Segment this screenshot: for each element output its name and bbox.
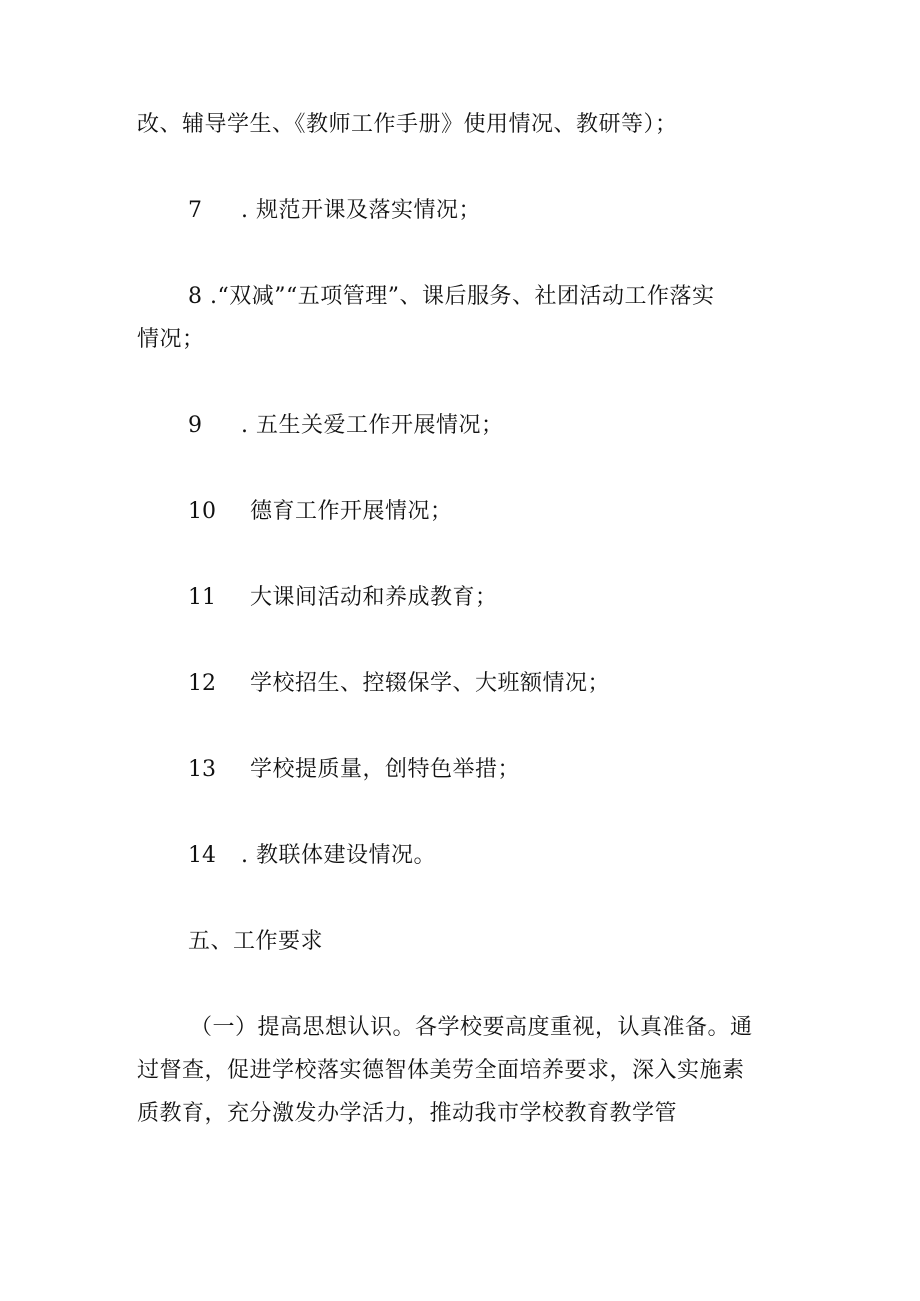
list-number: 14 [188,843,216,868]
list-item-text: 大课间活动和养成教育； [250,585,498,610]
list-number: 11 [188,585,216,610]
text-line: 质教育，充分激发办学活力，推动我市学校教育教学管 [137,1101,678,1126]
list-item-text: 学校提质量，创特色举措； [250,757,521,782]
section-heading: 五、工作要求 [188,929,324,954]
list-number: 7 [188,198,202,223]
text-line: 情况； [137,327,205,352]
list-number: 10 [188,499,216,524]
list-number: 12 [188,671,216,696]
text-line: 过督查，促进学校落实德智体美劳全面培养要求，深入实施素 [137,1058,745,1083]
list-item-text: 学校招生、控辍保学、大班额情况； [250,671,611,696]
list-item-text: . 五生关爱工作开展情况； [241,413,504,438]
text-line: 改、辅导学生、《教师工作手册》使用情况、教研等）； [137,112,678,137]
list-number: 13 [188,757,216,782]
list-item-text: . 规范开课及落实情况； [241,198,481,223]
list-item-text: . 教联体建设情况。 [241,843,436,868]
text-line: 8 .“双减”“五项管理”、课后服务、社团活动工作落实 [188,284,715,309]
list-number: 9 [188,413,202,438]
text-line: （一）提高思想认识。各学校要高度重视，认真准备。通 [190,1015,753,1040]
list-item-text: 德育工作开展情况； [250,499,453,524]
